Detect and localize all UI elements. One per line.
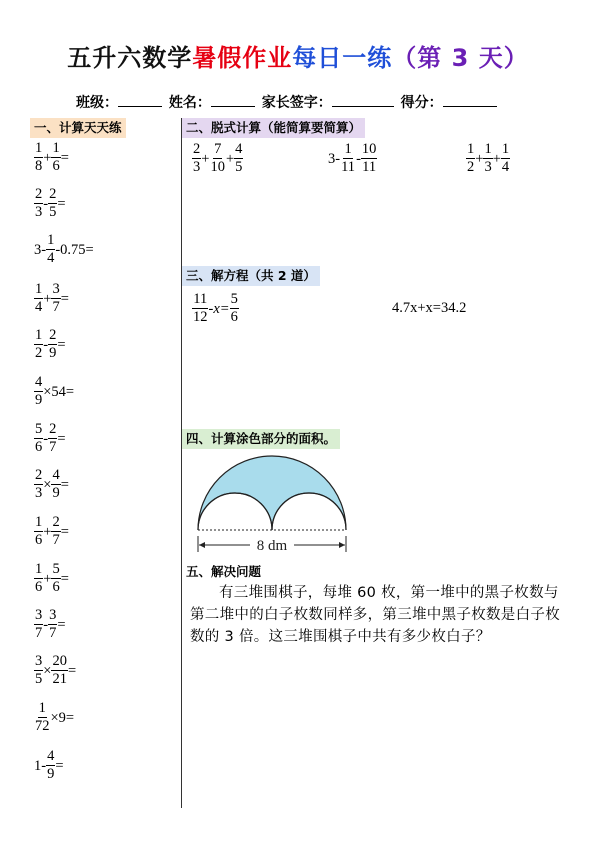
expr-tail: ×54= (43, 383, 75, 400)
score-blank[interactable] (443, 92, 497, 107)
operator: + (492, 150, 501, 167)
fraction: $\frac{2}{3}$ (193, 141, 201, 175)
operator: - (43, 616, 49, 633)
operator: × (43, 662, 52, 679)
fraction: $\frac{1}{2}$ (35, 327, 43, 361)
expr-tail: = (60, 523, 69, 540)
fraction: $\frac{2}{5}$ (49, 186, 57, 220)
title-grade: 五升六数学 (67, 44, 193, 72)
expr-tail: -0.75= (55, 241, 94, 258)
expr-tail: = (57, 430, 66, 447)
fraction: $\frac{5}{6}$ (35, 421, 43, 455)
expr-tail: = (67, 662, 77, 679)
operator: - (43, 430, 49, 447)
name-blank[interactable] (211, 92, 255, 107)
fraction: $\frac{2}{7}$ (52, 514, 60, 548)
fraction: $\frac{1}{6}$ (52, 140, 60, 174)
oral-calc-item (34, 186, 66, 221)
operator: × (43, 476, 52, 493)
fraction: $\frac{1}{72}$ (35, 700, 50, 734)
oral-calc-item (34, 561, 69, 596)
section-5-header: 五、解决问题 (186, 564, 262, 579)
stepwise-calc-item (192, 141, 243, 176)
fraction: $\frac{2}{7}$ (49, 421, 57, 455)
fraction: $\frac{2}{9}$ (49, 327, 57, 361)
equation-1-fraction-b: $\frac{5}{6}$ (230, 291, 238, 325)
section-1-header: 一、计算天天练 (30, 118, 126, 138)
operator: + (475, 150, 484, 167)
expr-prefix: 3- (328, 150, 341, 167)
expr-prefix: 1- (34, 757, 47, 774)
oral-calc-item (34, 748, 64, 783)
operator: + (43, 149, 52, 166)
title-day: （第 3 天） (392, 44, 529, 72)
operator: + (43, 290, 52, 307)
fraction: $\frac{4}{9}$ (52, 467, 60, 501)
operator: + (201, 150, 210, 167)
operator: - (356, 150, 361, 167)
expr-tail: = (55, 757, 64, 774)
oral-calc-item (34, 232, 94, 267)
expr-tail: = (57, 336, 66, 353)
expr-tail: = (60, 570, 69, 587)
stepwise-calc-item (328, 141, 377, 176)
fraction: $\frac{1}{4}$ (501, 141, 510, 175)
fraction: $\frac{2}{3}$ (35, 467, 43, 501)
operator: - (43, 195, 49, 212)
fraction: $\frac{4}{9}$ (47, 748, 55, 782)
expr-tail: ×9= (50, 709, 75, 726)
oral-calc-item (34, 374, 74, 409)
oral-calc-item (34, 467, 69, 502)
column-divider (181, 118, 182, 808)
fraction: $\frac{1}{11}$ (341, 141, 356, 175)
fraction: $\frac{1}{4}$ (47, 232, 55, 266)
expr-tail: = (60, 476, 69, 493)
expr-tail: = (57, 195, 66, 212)
section-4-header: 四、计算涂色部分的面积。 (182, 429, 340, 449)
name-label: 姓名： (168, 95, 211, 111)
word-problem-text: 有三堆围棋子，每堆 60 枚，第一堆中的黑子枚数与第二堆中的白子枚数同样多，第三堆中黑子枚数是白子枚数的 3 倍。这三堆围棋子中共有多少枚白子？ (190, 585, 560, 645)
fraction: $\frac{2}{3}$ (35, 186, 43, 220)
operator: - (43, 336, 49, 353)
dimension-label: 8 dm (256, 538, 288, 554)
score-label: 得分： (400, 95, 443, 111)
expr-tail: = (60, 149, 69, 166)
shaded-region (198, 456, 346, 530)
fraction: $\frac{7}{10}$ (210, 141, 225, 175)
oral-calc-item (34, 140, 69, 175)
oral-calc-item (34, 281, 69, 316)
page-title (0, 38, 596, 73)
fraction: $\frac{10}{11}$ (361, 141, 377, 175)
expr-prefix: 3- (34, 241, 47, 258)
parent-sign-blank[interactable] (332, 92, 394, 107)
fraction: $\frac{1}{6}$ (35, 514, 43, 548)
expr-tail: = (60, 290, 69, 307)
class-blank[interactable] (118, 92, 162, 107)
fraction: $\frac{3}{5}$ (35, 653, 43, 687)
section-2-header: 二、脱式计算（能简算要简算） (182, 118, 365, 138)
fraction: $\frac{5}{6}$ (52, 561, 60, 595)
title-daily: 每日一练 (292, 44, 393, 72)
arrowhead-right (339, 542, 345, 548)
oral-calc-item (34, 653, 76, 688)
student-info-line (76, 92, 499, 112)
expr-tail: = (57, 616, 66, 633)
fraction: $\frac{3}{7}$ (52, 281, 60, 315)
shaded-area-figure (192, 452, 352, 560)
fraction: $\frac{3}{7}$ (49, 607, 57, 641)
fraction: $\frac{1}{8}$ (35, 140, 43, 174)
section-3-header: 三、解方程（共 2 道） (182, 266, 320, 286)
equation-1: $\frac{11}{12}$ -x= $\frac{5}{6}$ (193, 291, 238, 325)
oral-calc-item (34, 700, 74, 735)
fraction: $\frac{3}{7}$ (35, 607, 43, 641)
title-homework: 暑假作业 (192, 44, 293, 72)
oral-calc-item (34, 607, 66, 642)
fraction: $\frac{1}{6}$ (35, 561, 43, 595)
operator: + (225, 150, 235, 167)
parent-sign-label: 家长签字： (261, 95, 332, 111)
fraction: $\frac{1}{3}$ (484, 141, 492, 175)
equation-2: 4.7x+x=34.2 (392, 300, 467, 316)
class-label: 班级： (76, 95, 118, 111)
operator: + (43, 523, 52, 540)
fraction: $\frac{4}{5}$ (235, 141, 243, 175)
fraction: $\frac{1}{4}$ (35, 281, 43, 315)
oral-calc-item (34, 514, 69, 549)
equation-1-fraction-a: $\frac{11}{12}$ (193, 291, 208, 325)
fraction: $\frac{4}{9}$ (35, 374, 43, 408)
fraction: $\frac{20}{21}$ (52, 653, 67, 687)
operator: + (43, 570, 52, 587)
oral-calc-item (34, 327, 66, 362)
fraction: $\frac{1}{2}$ (467, 141, 475, 175)
stepwise-calc-item (466, 141, 510, 176)
arrowhead-left (199, 542, 205, 548)
oral-calc-item (34, 421, 66, 456)
